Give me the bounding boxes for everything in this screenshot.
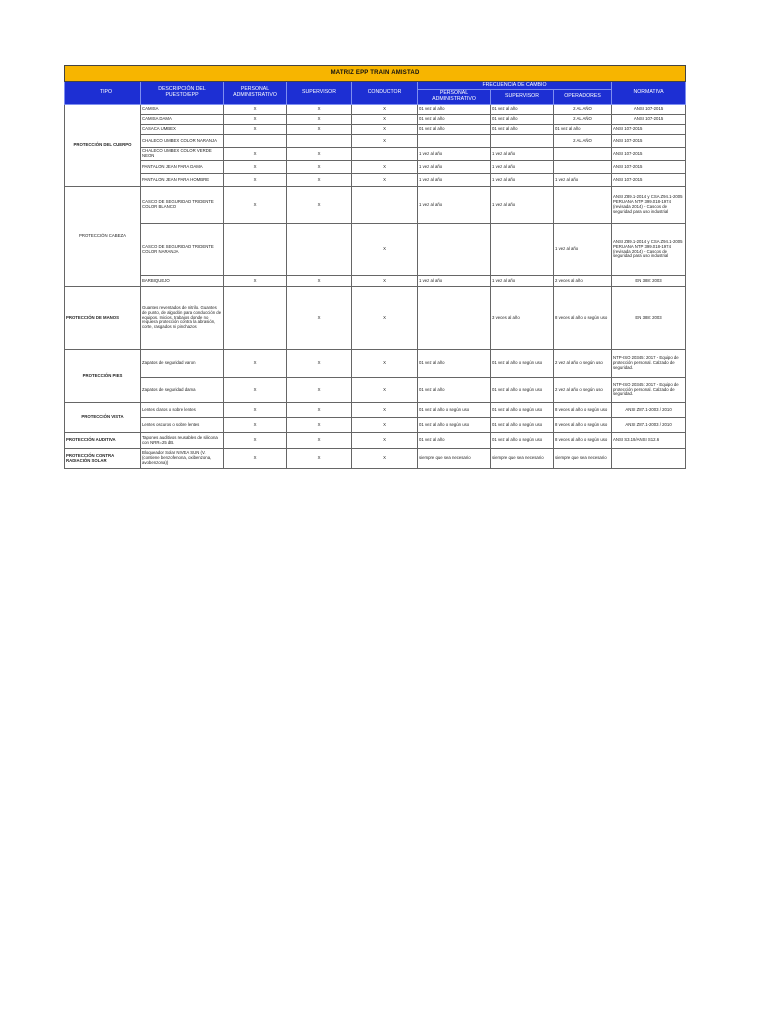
- header-conductor: CONDUCTOR: [352, 82, 418, 105]
- cell-freq-personal: 1 vez al año: [418, 174, 491, 187]
- cell-freq-personal: 01 vez al año: [418, 350, 491, 378]
- cell-normativa: ANSI Z87.1-2003 / 2010: [612, 418, 686, 433]
- cell-freq-operadores: 2 veces al año: [554, 276, 612, 287]
- cell-freq-operadores: [554, 148, 612, 161]
- cell-conductor: X: [352, 115, 418, 125]
- cell-personal: X: [224, 148, 287, 161]
- cell-descripcion: CHALECO UMBEX COLOR NARANJA: [141, 135, 224, 148]
- cell-freq-personal: 1 vez al año: [418, 187, 491, 224]
- cell-descripcion: Lentes oscuros o sobre lentes: [141, 418, 224, 433]
- cell-freq-supervisor: 3 veces al año: [491, 287, 554, 350]
- cell-descripcion: Lentes claros o sobre lentes: [141, 403, 224, 418]
- cell-freq-operadores: 01 vez al año: [554, 125, 612, 135]
- cell-freq-operadores: siempre que sea necesario: [554, 449, 612, 469]
- cell-freq-personal: 01 vez al año: [418, 115, 491, 125]
- cell-normativa: ANSI Z89.1-2014 y CSA Z94.1-2005 PERUANA NTP 399.018-1974 (revisada 2014) - Cascos de seguridad para uso industrial: [612, 187, 686, 224]
- cell-normativa: ANSI 107-2015: [612, 174, 686, 187]
- header-tipo: TIPO: [65, 82, 141, 105]
- cell-freq-personal: 01 vez al año: [418, 433, 491, 449]
- cell-freq-personal: 1 vez al año: [418, 276, 491, 287]
- cell-descripcion: Bloqueador Solar NIVEA SUN (V. (contiene benzofenona, oxibenzona, avobenzona)): [141, 449, 224, 469]
- cell-conductor: [352, 187, 418, 224]
- cell-conductor: X: [352, 378, 418, 403]
- cell-supervisor: X: [287, 276, 352, 287]
- cell-personal: [224, 224, 287, 276]
- cell-normativa: ANSI S3.19/ANSI S12.6: [612, 433, 686, 449]
- cell-freq-personal: 1 vez al año: [418, 148, 491, 161]
- cell-freq-operadores: 2 AL AÑO: [554, 105, 612, 115]
- cell-descripcion: CAMISA DAMA: [141, 115, 224, 125]
- cell-supervisor: X: [287, 174, 352, 187]
- cell-freq-personal: [418, 224, 491, 276]
- cell-descripcion: CHALECO UMBEX COLOR VERDE NEON: [141, 148, 224, 161]
- cell-freq-personal: 1 vez al año: [418, 161, 491, 174]
- group-label-cabeza: PROTECCIÓN CABEZA: [65, 187, 141, 287]
- cell-personal: X: [224, 125, 287, 135]
- cell-freq-personal: [418, 287, 491, 350]
- cell-conductor: X: [352, 135, 418, 148]
- cell-freq-personal: 01 vez al año o según uso: [418, 418, 491, 433]
- cell-personal: X: [224, 403, 287, 418]
- cell-freq-operadores: 2 AL AÑO: [554, 135, 612, 148]
- table-row: [65, 287, 686, 350]
- cell-freq-operadores: 2 vez al año o según uso: [554, 378, 612, 403]
- cell-freq-supervisor: 1 vez al año: [491, 148, 554, 161]
- group-label-auditiva: PROTECCIÓN AUDITIVA: [65, 433, 141, 449]
- cell-supervisor: X: [287, 433, 352, 449]
- cell-personal: [224, 135, 287, 148]
- cell-normativa: ANSI 107-2015: [612, 115, 686, 125]
- cell-freq-operadores: [554, 187, 612, 224]
- sheet-title: MATRIZ EPP TRAIN AMISTAD: [65, 66, 686, 82]
- cell-personal: X: [224, 115, 287, 125]
- cell-descripcion: PANTALON JEAN PARA DAMA: [141, 161, 224, 174]
- cell-freq-supervisor: 1 vez al año: [491, 187, 554, 224]
- cell-freq-operadores: 8 veces al año o según uso: [554, 418, 612, 433]
- cell-freq-operadores: 2 vez al año o según uso: [554, 350, 612, 378]
- cell-freq-personal: 01 vez al año: [418, 125, 491, 135]
- cell-freq-supervisor: siempre que sea necesario: [491, 449, 554, 469]
- cell-freq-personal: 01 vez al año: [418, 378, 491, 403]
- cell-freq-operadores: 8 veces al año o según uso: [554, 433, 612, 449]
- table-row: [65, 378, 686, 403]
- cell-conductor: X: [352, 287, 418, 350]
- cell-normativa: ANSI Z89.1-2014 y CSA Z94.1-2005 PERUANA NTP 399.018-1974 (revisada 2014) - Cascos de seguridad para uso industrial: [612, 224, 686, 276]
- cell-normativa: [612, 449, 686, 469]
- cell-freq-supervisor: 1 vez al año: [491, 174, 554, 187]
- table-row: [65, 449, 686, 469]
- cell-personal: X: [224, 174, 287, 187]
- cell-supervisor: [287, 224, 352, 276]
- cell-freq-supervisor: 1 vez al año: [491, 276, 554, 287]
- cell-supervisor: X: [287, 125, 352, 135]
- header-freq-supervisor: SUPERVISOR: [491, 90, 554, 105]
- cell-supervisor: X: [287, 449, 352, 469]
- cell-conductor: X: [352, 174, 418, 187]
- cell-personal: X: [224, 350, 287, 378]
- cell-personal: X: [224, 418, 287, 433]
- cell-normativa: ANSI Z87.1-2003 / 2010: [612, 403, 686, 418]
- table-row: [65, 403, 686, 418]
- cell-descripcion: CASCO DE SEGURIDAD TRIDENTE COLOR BLANCO: [141, 187, 224, 224]
- header-freq-personal: PERSONAL ADMINISTRATIVO: [418, 90, 491, 105]
- table-row: [65, 148, 686, 161]
- cell-freq-operadores: 1 vez al año: [554, 224, 612, 276]
- group-label-manos: PROTECCIÓN DE MANOS: [65, 287, 141, 350]
- cell-freq-supervisor: [491, 224, 554, 276]
- cell-conductor: X: [352, 161, 418, 174]
- cell-supervisor: [287, 135, 352, 148]
- cell-personal: X: [224, 161, 287, 174]
- cell-supervisor: X: [287, 418, 352, 433]
- header-normativa: NORMATIVA: [612, 82, 686, 105]
- cell-freq-supervisor: 1 vez al año: [491, 161, 554, 174]
- group-label-pies: PROTECCIÓN PIES: [65, 350, 141, 403]
- cell-supervisor: X: [287, 105, 352, 115]
- table-row: [65, 350, 686, 378]
- cell-freq-supervisor: [491, 135, 554, 148]
- cell-supervisor: X: [287, 378, 352, 403]
- table-row: [65, 161, 686, 174]
- table-row: [65, 105, 686, 115]
- cell-freq-supervisor: 01 vez al año: [491, 115, 554, 125]
- cell-freq-supervisor: 01 vez al año o según uso: [491, 418, 554, 433]
- cell-descripcion: PANTALON JEAN PARA HOMBRE: [141, 174, 224, 187]
- cell-conductor: [352, 148, 418, 161]
- cell-conductor: X: [352, 276, 418, 287]
- cell-normativa: ANSI 107-2015: [612, 148, 686, 161]
- cell-freq-supervisor: 01 vez al año o según uso: [491, 378, 554, 403]
- cell-conductor: X: [352, 418, 418, 433]
- cell-personal: X: [224, 449, 287, 469]
- cell-normativa: ANSI 107-2015: [612, 105, 686, 115]
- header-personal-administrativo: PERSONAL ADMINISTRATIVO: [224, 82, 287, 105]
- cell-descripcion: Tapones auditivos reusables de silicona con NRR=25 dB.: [141, 433, 224, 449]
- group-label-cuerpo: PROTECCIÓN DEL CUERPO: [65, 105, 141, 187]
- header-freq-operadores: OPERADORES: [554, 90, 612, 105]
- cell-normativa: EN 388: 2003: [612, 276, 686, 287]
- cell-supervisor: X: [287, 148, 352, 161]
- cell-conductor: X: [352, 105, 418, 115]
- cell-freq-operadores: [554, 161, 612, 174]
- table-row: [65, 125, 686, 135]
- cell-descripcion: CASCO DE SEGURIDAD TRIDENTE COLOR NARANJA: [141, 224, 224, 276]
- header-supervisor: SUPERVISOR: [287, 82, 352, 105]
- table-row: [65, 174, 686, 187]
- epp-matrix-table: [64, 65, 686, 469]
- cell-conductor: X: [352, 433, 418, 449]
- cell-descripcion: CAMISA: [141, 105, 224, 115]
- cell-freq-operadores: 8 veces al año o según uso: [554, 403, 612, 418]
- table-row: [65, 224, 686, 276]
- cell-conductor: X: [352, 449, 418, 469]
- cell-freq-personal: siempre que sea necesario: [418, 449, 491, 469]
- table-row: [65, 135, 686, 148]
- cell-normativa: ANSI 107-2015: [612, 161, 686, 174]
- cell-personal: X: [224, 378, 287, 403]
- cell-freq-operadores: 8 veces al año o según uso: [554, 287, 612, 350]
- cell-descripcion: Guantes reventados de nitrilo. Guantes de punto, de algodón para conducción de equipos. Inicios, trabajos donde no requiera protección contra la abrasión, corte, rasgados ni pinchazos: [141, 287, 224, 350]
- cell-supervisor: X: [287, 287, 352, 350]
- cell-descripcion: CASACA UMBEX: [141, 125, 224, 135]
- cell-normativa: NTP-ISO 20345: 2017 - Equipo de protección personal. Calzado de seguridad.: [612, 350, 686, 378]
- cell-normativa: ANSI 107-2015: [612, 125, 686, 135]
- cell-freq-supervisor: 01 vez al año o según uso: [491, 350, 554, 378]
- cell-personal: X: [224, 276, 287, 287]
- cell-freq-supervisor: 01 vez al año: [491, 105, 554, 115]
- group-label-radiacion: PROTECCIÓN CONTRA RADIACIÓN SOLAR: [65, 449, 141, 469]
- table-row: [65, 418, 686, 433]
- cell-normativa: ANSI 107-2015: [612, 135, 686, 148]
- cell-personal: X: [224, 187, 287, 224]
- cell-supervisor: X: [287, 161, 352, 174]
- cell-supervisor: X: [287, 187, 352, 224]
- cell-freq-supervisor: 01 vez al año: [491, 125, 554, 135]
- cell-normativa: EN 388: 2003: [612, 287, 686, 350]
- cell-descripcion: Zapatos de seguridad dama: [141, 378, 224, 403]
- cell-normativa: NTP-ISO 20345: 2017 - Equipo de protección personal. Calzado de seguridad.: [612, 378, 686, 403]
- cell-supervisor: X: [287, 403, 352, 418]
- header-frecuencia-de-cambio: FRECUENCIA DE CAMBIO: [418, 82, 612, 90]
- cell-freq-supervisor: 01 vez al año o según uso: [491, 403, 554, 418]
- table-row: [65, 276, 686, 287]
- cell-conductor: X: [352, 403, 418, 418]
- cell-conductor: X: [352, 125, 418, 135]
- cell-conductor: X: [352, 350, 418, 378]
- table-row: [65, 433, 686, 449]
- cell-personal: [224, 287, 287, 350]
- cell-freq-personal: 01 vez al año o según uso: [418, 403, 491, 418]
- cell-freq-personal: 01 vez al año: [418, 105, 491, 115]
- cell-freq-supervisor: 01 vez al año o según uso: [491, 433, 554, 449]
- cell-freq-operadores: 2 AL AÑO: [554, 115, 612, 125]
- header-descripcion: DESCRIPCIÓN DEL PUESTO/EPP: [141, 82, 224, 105]
- group-label-vista: PROTECCIÓN VISTA: [65, 403, 141, 433]
- cell-personal: X: [224, 105, 287, 115]
- cell-descripcion: Zapatos de seguridad varon: [141, 350, 224, 378]
- cell-supervisor: X: [287, 350, 352, 378]
- cell-supervisor: X: [287, 115, 352, 125]
- cell-descripcion: BARBIQUEJO: [141, 276, 224, 287]
- cell-freq-operadores: 1 vez al año: [554, 174, 612, 187]
- cell-conductor: X: [352, 224, 418, 276]
- cell-personal: X: [224, 433, 287, 449]
- table-row: [65, 115, 686, 125]
- table-row: [65, 187, 686, 224]
- cell-freq-personal: [418, 135, 491, 148]
